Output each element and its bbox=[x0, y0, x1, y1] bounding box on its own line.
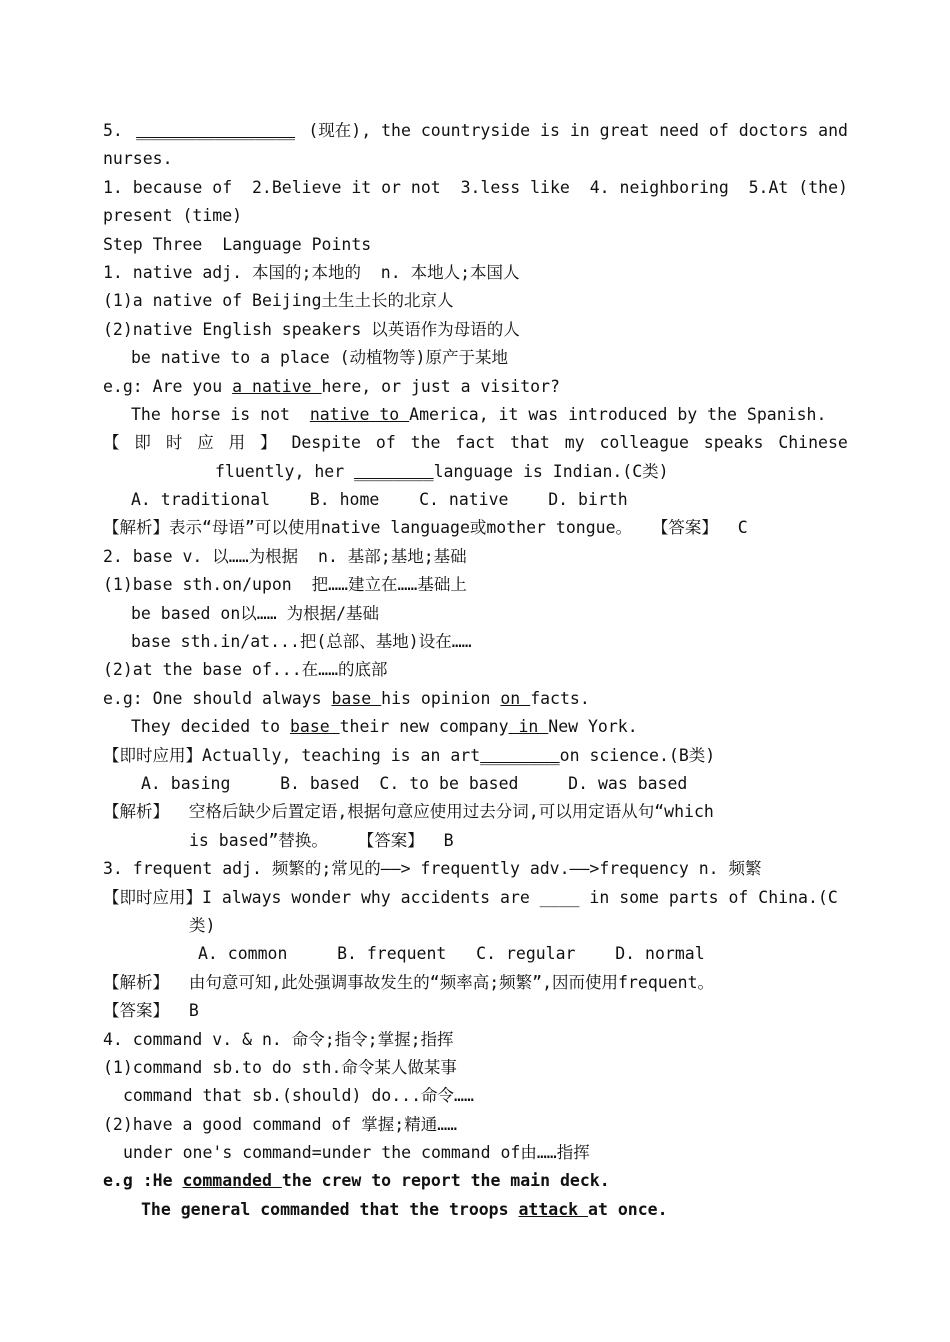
example-text: They decided to bbox=[131, 717, 290, 737]
practice-word: the bbox=[410, 433, 441, 453]
practice-text: on science.(B类) bbox=[559, 745, 716, 765]
practice-text: fluently, her bbox=[215, 461, 355, 481]
practice-word: my bbox=[564, 433, 585, 453]
frequent-heading: 3. frequent adj. 频繁的;常见的——> frequently adv.——>frequency n. 频繁 bbox=[103, 859, 762, 879]
underlined-phrase: native to bbox=[309, 404, 410, 424]
practice-word: fact bbox=[455, 433, 496, 453]
frequent-practice-continuation: 类) bbox=[189, 915, 216, 935]
underlined-phrase: attack bbox=[518, 1199, 589, 1219]
practice-word: Despite bbox=[291, 433, 361, 453]
frequent-options: A. common B. frequent C. regular D. normal bbox=[198, 944, 705, 964]
example-text: at once. bbox=[588, 1199, 668, 1219]
command-usage-4: under one's command=under the command of由……指挥 bbox=[123, 1143, 590, 1163]
native-analysis: 【解析】表示“母语”可以使用native language或mother tongue。 【答案】 C bbox=[103, 518, 748, 538]
answer-3: 3.less like bbox=[460, 177, 570, 197]
native-practice-continuation bbox=[103, 458, 848, 486]
answer-4: 4. neighboring bbox=[589, 177, 729, 197]
underlined-phrase: in bbox=[508, 717, 549, 737]
frequent-answer: 【答案】 B bbox=[103, 1001, 199, 1021]
base-practice bbox=[103, 742, 848, 770]
practice-word: Chinese bbox=[778, 433, 848, 453]
native-practice-line bbox=[103, 429, 848, 457]
practice-text: 【即时应用】Actually, teaching is an art bbox=[103, 745, 481, 765]
underlined-phrase: a native bbox=[232, 376, 322, 396]
example-text: his opinion bbox=[381, 688, 501, 708]
underlined-phrase: commanded bbox=[182, 1171, 282, 1191]
question-text: (现在), the countryside is in great need of doctors and bbox=[308, 121, 848, 140]
example-text: The horse is not bbox=[131, 404, 310, 424]
base-usage-3: base sth.in/at...把(总部、基地)设在…… bbox=[131, 632, 472, 652]
base-example-2 bbox=[103, 713, 848, 741]
answers-continuation: present (time) bbox=[103, 206, 243, 226]
practice-word: of bbox=[375, 433, 396, 453]
example-text: America, it was introduced by the Spanish. bbox=[409, 404, 827, 424]
underlined-phrase: on bbox=[500, 688, 531, 708]
underlined-phrase: base bbox=[289, 717, 340, 737]
practice-word: colleague bbox=[599, 433, 689, 453]
example-text: e.g: One should always bbox=[103, 688, 332, 708]
native-usage-3: be native to a place (动植物等)原产于某地 bbox=[131, 348, 508, 368]
practice-word: 】 bbox=[260, 433, 277, 453]
command-example-1 bbox=[103, 1167, 848, 1195]
practice-word: that bbox=[510, 433, 550, 453]
answer-5: 5.At (the) bbox=[748, 177, 848, 197]
example-text: New York. bbox=[548, 717, 638, 737]
example-text: their new company bbox=[339, 717, 509, 737]
practice-word: 应 bbox=[197, 433, 214, 453]
frequent-analysis: 【解析】 由句意可知,此处强调事故发生的“频率高;频繁”,因而使用frequent。 bbox=[103, 972, 715, 992]
command-usage-3: (2)have a good command of 掌握;精通…… bbox=[103, 1114, 458, 1134]
fill-blank: ________ bbox=[480, 745, 560, 765]
base-options: A. basing B. based C. to be based D. was based bbox=[141, 773, 688, 793]
command-usage-2: command that sb.(should) do...命令…… bbox=[123, 1086, 474, 1106]
command-usage-1: (1)command sb.to do sth.命令某人做某事 bbox=[103, 1057, 457, 1077]
section-heading: Step Three Language Points bbox=[103, 234, 372, 254]
example-text: facts. bbox=[530, 688, 590, 708]
base-analysis-continuation: is based”替换。 【答案】 B bbox=[189, 830, 454, 850]
underlined-phrase: base bbox=[331, 688, 382, 708]
practice-word: 时 bbox=[165, 433, 183, 453]
base-heading: 2. base v. 以……为根据 n. 基部;基地;基础 bbox=[103, 546, 467, 566]
native-usage-2: (2)native English speakers 以英语作为母语的人 bbox=[103, 319, 520, 339]
answer-2: 2.Believe it or not bbox=[251, 177, 441, 197]
native-example-1 bbox=[103, 373, 848, 401]
native-options: A. traditional B. home C. native D. birth bbox=[131, 490, 628, 510]
frequent-practice: 【即时应用】I always wonder why accidents are ____ in some parts of China.(C bbox=[103, 887, 838, 907]
document-page bbox=[103, 117, 848, 1224]
base-usage-4: (2)at the base of...在……的底部 bbox=[103, 660, 388, 680]
native-example-2 bbox=[103, 401, 848, 429]
question-5-line bbox=[103, 117, 848, 145]
example-text: the crew to report the main deck. bbox=[281, 1171, 610, 1191]
fill-blank: ________________ bbox=[136, 121, 296, 140]
fill-blank: ________ bbox=[354, 461, 434, 481]
example-text: e.g: Are you bbox=[103, 376, 233, 396]
base-usage-2: be based on以…… 为根据/基础 bbox=[131, 603, 380, 623]
practice-word: 用 bbox=[228, 433, 246, 453]
base-usage-1: (1)base sth.on/upon 把……建立在……基础上 bbox=[103, 575, 467, 595]
native-usage-1: (1)a native of Beijing土生土长的北京人 bbox=[103, 291, 454, 311]
practice-word: 即 bbox=[134, 433, 151, 453]
question-5-continuation: nurses. bbox=[103, 149, 173, 169]
native-heading: 1. native adj. 本国的;本地的 n. 本地人;本国人 bbox=[103, 262, 520, 282]
practice-word: speaks bbox=[703, 433, 764, 453]
question-number: 5. bbox=[103, 121, 123, 140]
answer-1: 1. because of bbox=[103, 177, 233, 197]
base-example-1 bbox=[103, 685, 848, 713]
base-analysis: 【解析】 空格后缺少后置定语,根据句意应使用过去分词,可以用定语从句“which bbox=[103, 802, 714, 822]
example-text: e.g :He bbox=[103, 1171, 183, 1191]
example-text: here, or just a visitor? bbox=[321, 376, 560, 396]
command-heading: 4. command v. & n. 命令;指令;掌握;指挥 bbox=[103, 1029, 454, 1049]
answers-line bbox=[103, 174, 848, 202]
practice-word: 【 bbox=[103, 433, 120, 453]
command-example-2 bbox=[103, 1196, 848, 1224]
practice-text: language is Indian.(C类) bbox=[433, 461, 669, 481]
example-text: The general commanded that the troops bbox=[141, 1199, 519, 1219]
